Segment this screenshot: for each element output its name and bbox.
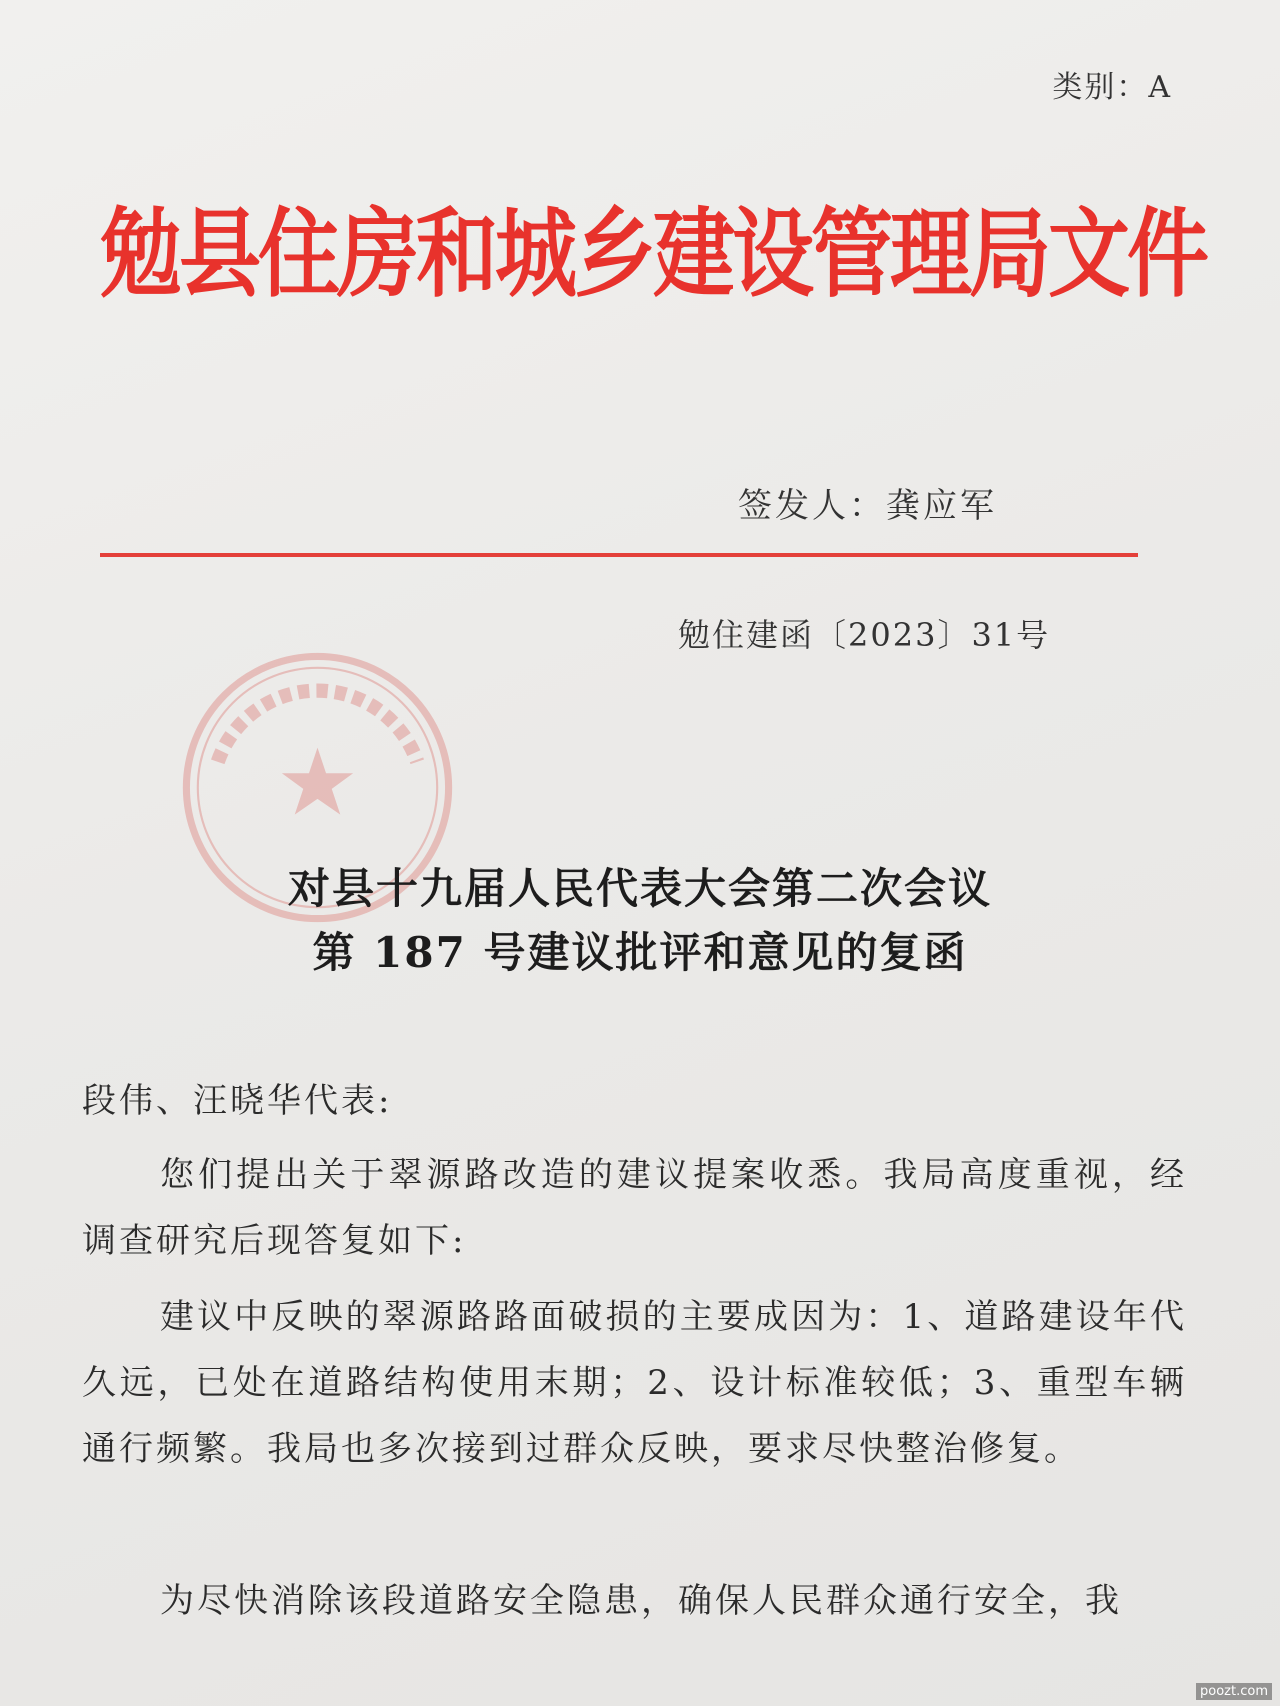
letter-title-line-1: 对县十九届人民代表大会第二次会议: [287, 864, 992, 913]
salutation: 段伟、汪晓华代表:: [82, 1081, 393, 1121]
category-label: 类别：A: [1052, 70, 1172, 105]
red-divider-line: [100, 553, 1138, 557]
signer-line: 签发人：龚应军: [738, 486, 997, 526]
letter-title-line-2: 第 187 号建议批评和意见的复函: [312, 928, 968, 977]
document-header-title: 勉县住房和城乡建设管理局文件: [100, 199, 1207, 312]
site-watermark: poozt.com: [1196, 1683, 1272, 1700]
body-paragraph-1: 您们提出关于翠源路改造的建议提案收悉。我局高度重视，经调查研究后现答复如下:: [82, 1155, 1187, 1261]
document-number: 勉住建函〔2023〕31号: [678, 616, 1051, 654]
body-paragraph-3: 为尽快消除该段道路安全隐患，确保人民群众通行安全，我: [160, 1581, 1122, 1621]
body-paragraph-2: 建议中反映的翠源路路面破损的主要成因为：1、道路建设年代久远，已处在道路结构使用末期；2、设计标准较低；3、重型车辆通行频繁。我局也多次接到过群众反映，要求尽快整治修复。: [82, 1297, 1187, 1469]
